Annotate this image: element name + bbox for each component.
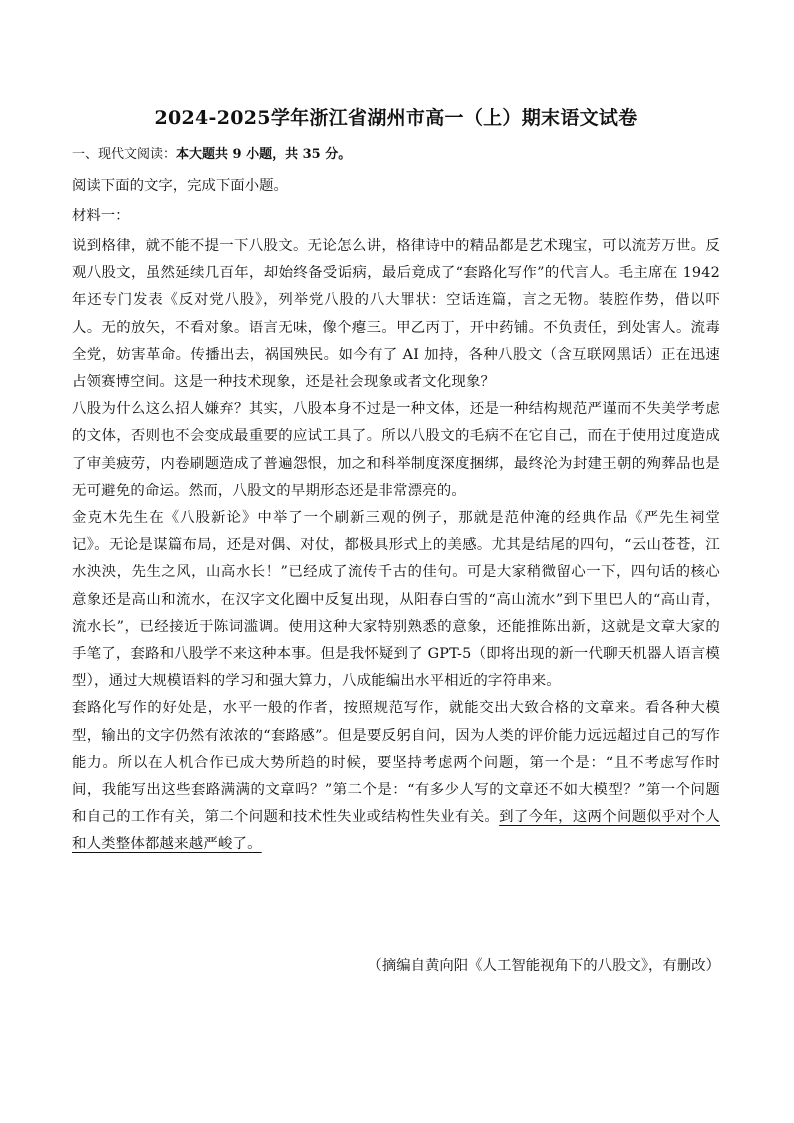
- underlined-sentence: 到了今年，这两个问题似乎对个人和人类整体都越来越严峻了。: [72, 809, 720, 853]
- section-prefix: 一、现代文阅读：: [72, 147, 177, 162]
- paragraph-2: 八股为什么这么招人嫌弃？其实，八股本身不过是一种文体，还是一种结构规范严谨而不失美学考虑的文体，否则也不会变成最重要的应试工具了。所以八股文的毛病不在它自己，而在于使用过度造成了审美疲劳，内卷刷题造成了普遍怨恨，加之和科举制度深度捆绑，最终沦为封建王朝的殉葬品也是无可避免的命运。然而，八股文的早期形态还是非常漂亮的。: [72, 401, 720, 499]
- paragraph-1: 说到格律，就不能不提一下八股文。无论怎么讲，格律诗中的精品都是艺术瑰宝，可以流芳万世。反观八股文，虽然延续几百年，却始终备受诟病，最后竟成了“套路化写作”的代言人。毛主席在 1942 年还专门发表《反对党八股》，列举党八股的八大罪状：空话连篇，言之无物。装腔作势，借以吓人。无的放矢，不看对象。语言无味，像个瘪三。甲乙丙丁，开中药铺。不负责任，到处害人。流毒全党，妨害革命。传播出去，祸国殃民。如今有了 AI 加持，各种八股文（含互联网黑话）正在迅速占领赛博空间。这是一种技术现象，还是社会现象或者文化现象？: [72, 238, 720, 391]
- paragraph-4: [72, 695, 720, 858]
- section-info: 本大题共 9 小题，共 35 分。: [176, 147, 352, 162]
- paragraph-3: 金克木先生在《八股新论》中举了一个刷新三观的例子，那就是范仲淹的经典作品《严先生祠堂记》。无论是谋篇布局，还是对偶、对仗，都极具形式上的美感。尤其是结尾的四句，“云山苍苍，江水泱泱，先生之风，山高水长！”已经成了流传千古的佳句。可是大家稍微留心一下，四句话的核心意象还是高山和流水，在汉字文化圈中反复出现，从阳春白雪的“高山流水”到下里巴人的“高山青，流水长”，已经接近于陈词滥调。使用这种大家特别熟悉的意象，还能推陈出新，这就是文章大家的手笔了，套路和八股学不来这种本事。但是我怀疑到了 GPT-5（即将出现的新一代聊天机器人语言模型），通过大规模语料的学习和强大算力，八成能编出水平相近的字符串来。: [72, 510, 720, 690]
- source-citation: （摘编自黄向阳《人工智能视角下的八股文》，有删改）: [367, 958, 720, 974]
- passage-body: [72, 233, 720, 859]
- paragraph-4-text: 套路化写作的好处是，水平一般的作者，按照规范写作，就能交出大致合格的文章来。看各种大模型，输出的文字仍然有浓浓的“套路感”。但是要反躬自问，因为人类的评价能力远远超过自己的写作能力。所以在人机合作已成大势所趋的时候，要坚持考虑两个问题，第一个是：“且不考虑写作时间，我能写出这些套路满满的文章吗？”第二个是：“有多少人写的文章还不如大模型？”第一个问题和自己的工作有关，第二个问题和技术性失业或结构性失业有关。: [72, 700, 720, 826]
- reading-instruction: 阅读下面的文字，完成下面小题。: [72, 178, 288, 194]
- section-heading: [72, 146, 351, 164]
- exam-title: 2024-2025学年浙江省湖州市高一（上）期末语文试卷: [154, 107, 638, 129]
- material-label: 材料一：: [72, 208, 130, 224]
